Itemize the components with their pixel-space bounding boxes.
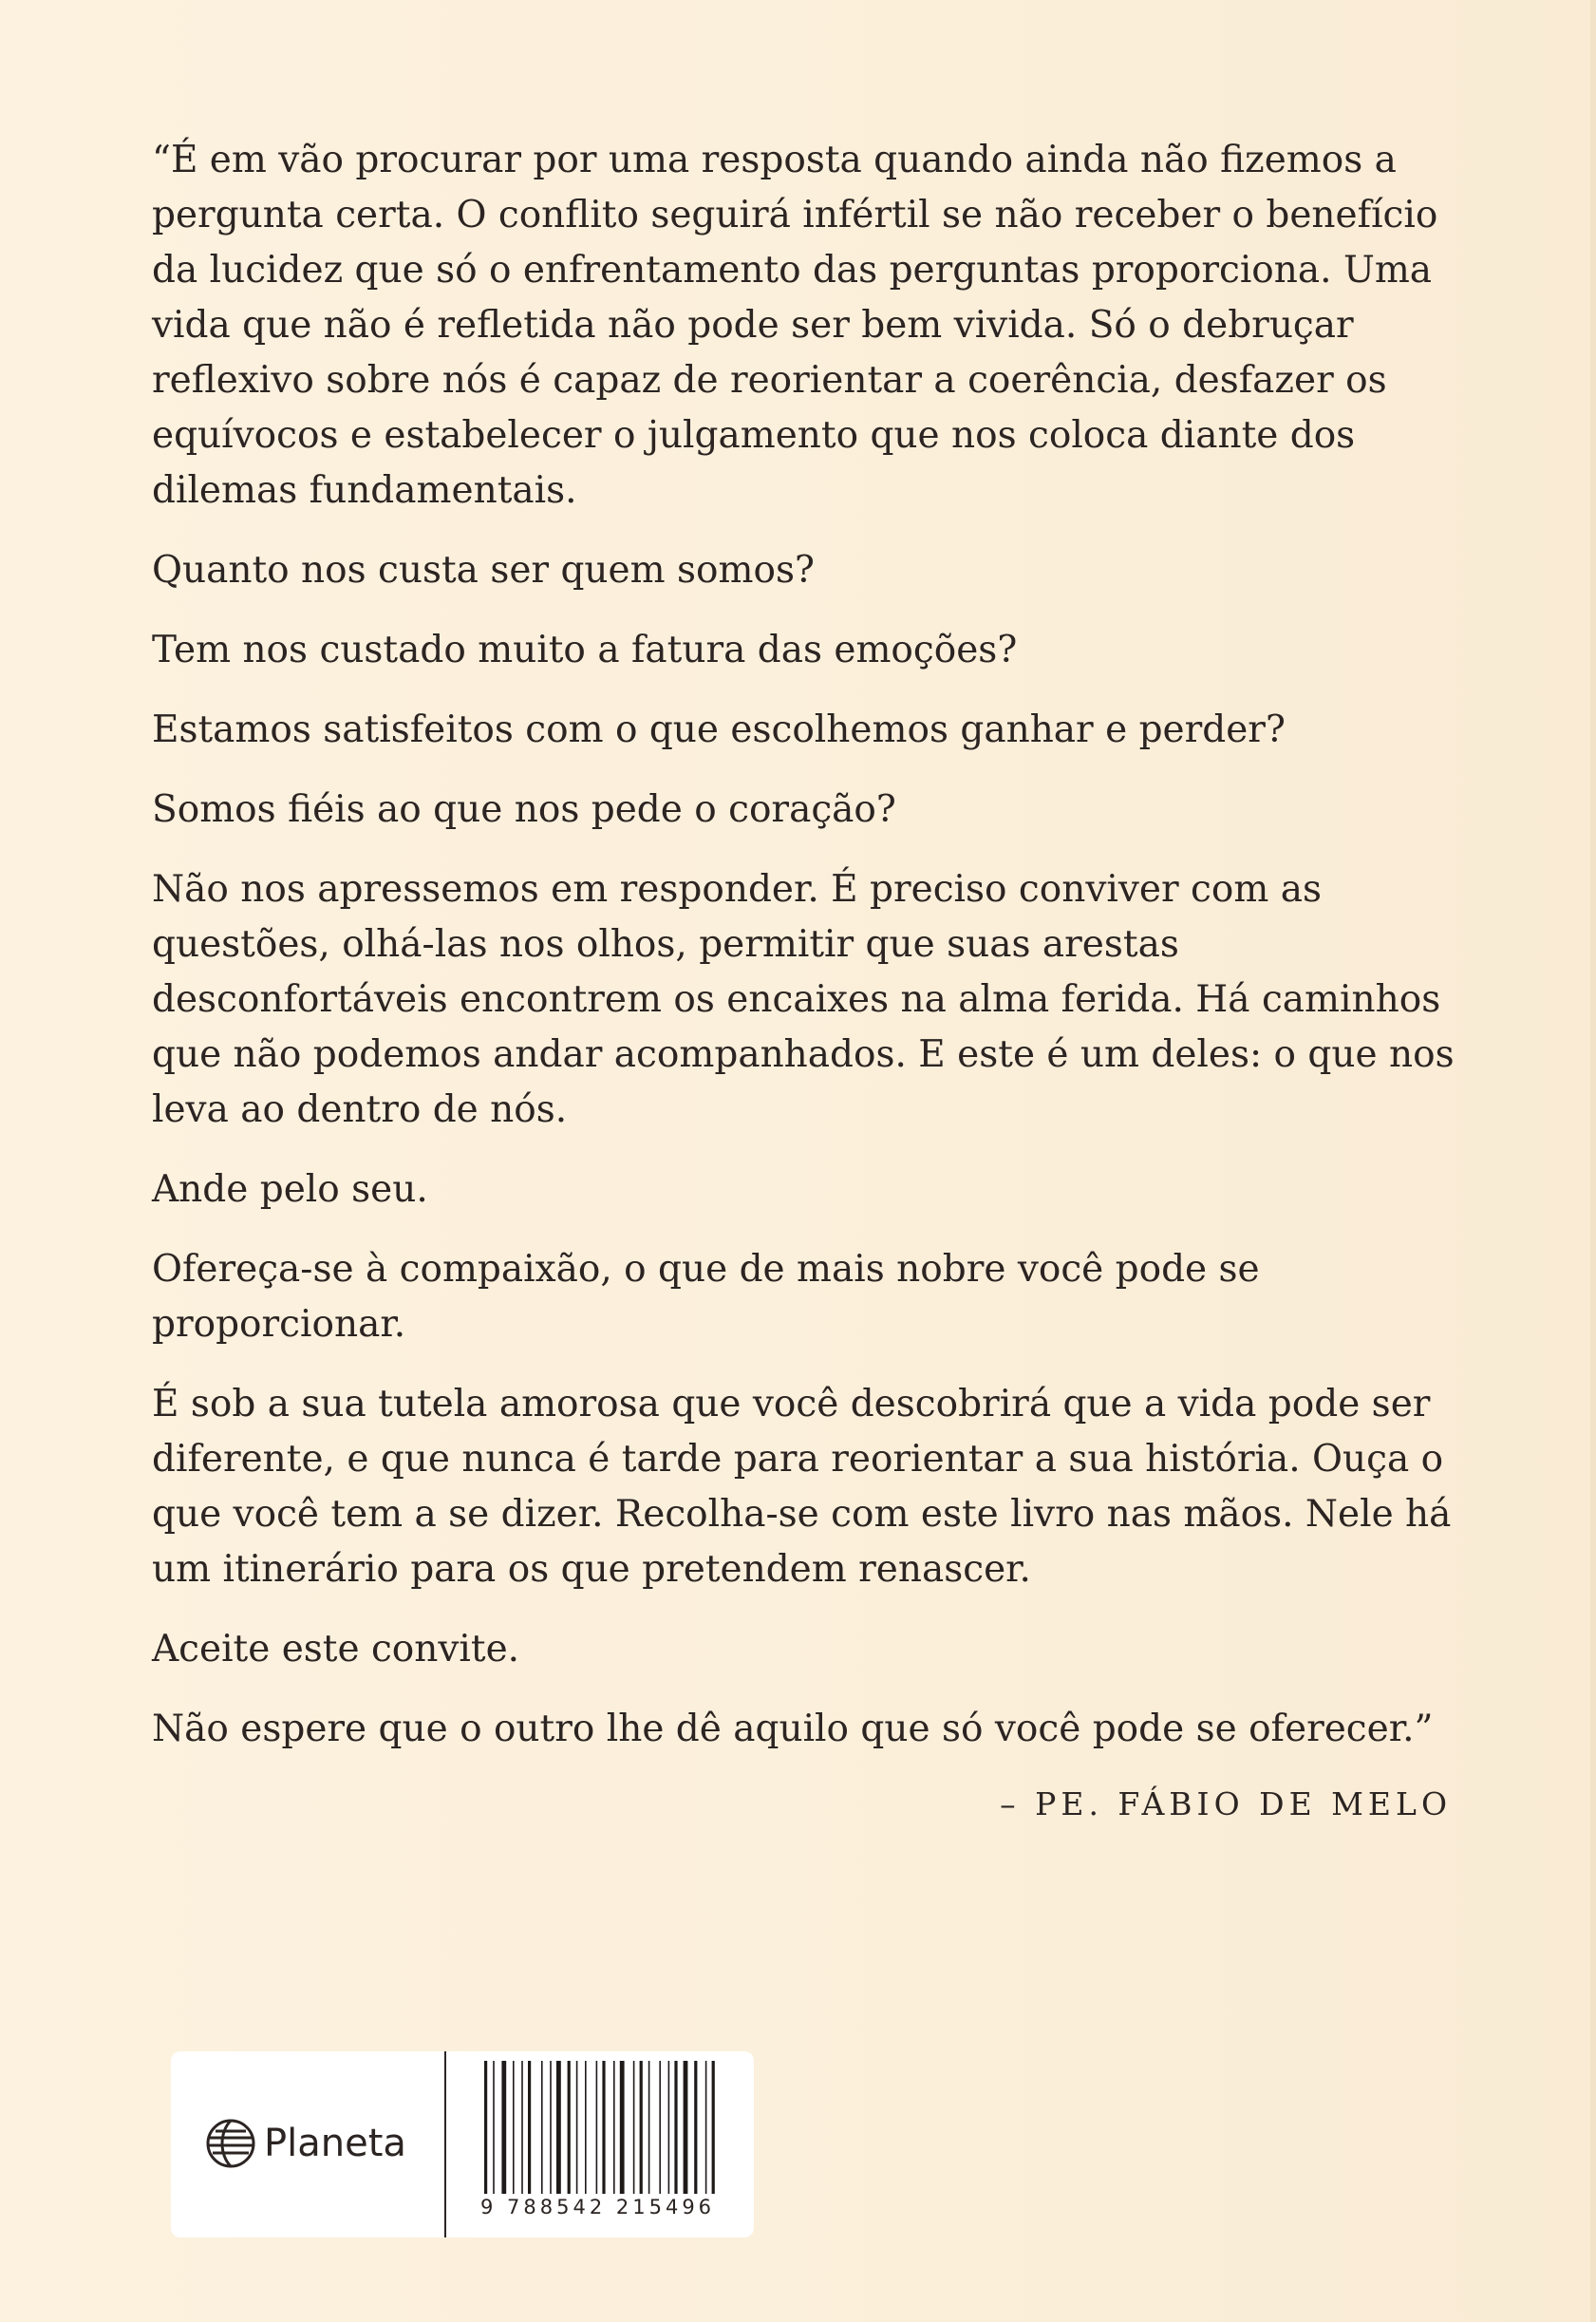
blurb-paragraph: É sob a sua tutela amorosa que você descobrirá que a vida pode ser diferente, e que nunca é tarde para reorientar a sua história. Ouça o que você tem a se dizer. Recolha-se com este livro nas mãos. Nele há um itinerário para os que pretendem renascer. [152, 1383, 1452, 1591]
blurb-paragraph: Tem nos custado muito a fatura das emoções? [152, 629, 1018, 671]
blurb-paragraph: Estamos satisfeitos com o que escolhemos ganhar e perder? [152, 708, 1286, 751]
barcode-bar [712, 2061, 715, 2194]
barcode-bar [528, 2061, 531, 2194]
barcode-bar [521, 2061, 523, 2194]
isbn-number: 9 788542 215496 [480, 2196, 716, 2218]
barcode-bar [659, 2061, 661, 2194]
barcode-bar [556, 2061, 561, 2194]
blurb-paragraph: Não espere que o outro lhe dê aquilo que só você pode se oferecer.” [152, 1708, 1434, 1750]
barcode-bar [633, 2061, 635, 2194]
blurb-paragraph: Aceite este convite. [152, 1628, 520, 1671]
barcode-bar [620, 2061, 625, 2194]
barcode-bar [640, 2061, 643, 2194]
barcode-bar [668, 2061, 670, 2194]
barcode-bar [648, 2061, 650, 2194]
publisher-name: Planeta [264, 2122, 406, 2165]
barcode [482, 2061, 731, 2194]
author-signature: – PE. FÁBIO DE MELO [1000, 1785, 1452, 1822]
back-cover-blurb [152, 133, 1462, 1782]
globe-icon [205, 2118, 256, 2169]
barcode-bar [596, 2061, 598, 2194]
barcode-bar [493, 2061, 495, 2194]
publisher-logo [205, 2118, 406, 2169]
barcode-bar [602, 2061, 605, 2194]
barcode-bar [550, 2061, 552, 2194]
barcode-bar [568, 2061, 571, 2194]
blurb-paragraph: Ande pelo seu. [152, 1168, 428, 1211]
barcode-label [171, 2051, 754, 2237]
barcode-bar [705, 2061, 707, 2194]
barcode-bar [694, 2061, 697, 2194]
blurb-paragraph: Não nos apressemos em responder. É preciso conviver com as questões, olhá-las nos olhos, permitir que suas arestas desconfortáveis encontrem os encaixes na alma ferida. Há caminhos que não podemos andar acompanhados. E este é um deles: o que nos leva ao dentro de nós. [152, 868, 1455, 1131]
barcode-bar [501, 2061, 506, 2194]
barcode-bar [674, 2061, 677, 2194]
barcode-bar [684, 2061, 688, 2194]
barcode-bar [513, 2061, 515, 2194]
blurb-paragraph: Somos fiéis ao que nos pede o coração? [152, 788, 896, 831]
cover-edge [1590, 0, 1596, 2322]
barcode-bar [585, 2061, 587, 2194]
barcode-bar [576, 2061, 578, 2194]
blurb-paragraph: Ofereça-se à compaixão, o que de mais nobre você pode se proporcionar. [152, 1248, 1260, 1346]
blurb-paragraph: Quanto nos custa ser quem somos? [152, 549, 815, 592]
blurb-paragraph: “É em vão procurar por uma resposta quando ainda não fizemos a pergunta certa. O conflito seguirá infértil se não receber o benefício da lucidez que só o enfrentamento das perguntas proporciona. Uma vida que não é refletida não pode ser bem vivida. Só o debruçar reflexivo sobre nós é capaz de reorientar a coerência, desfazer os equívocos e estabelecer o julgamento que nos coloca diante dos dilemas fundamentais. [152, 139, 1438, 512]
barcode-bar [541, 2061, 543, 2194]
barcode-bar [613, 2061, 615, 2194]
barcode-bar [484, 2061, 487, 2194]
label-divider [444, 2051, 446, 2237]
